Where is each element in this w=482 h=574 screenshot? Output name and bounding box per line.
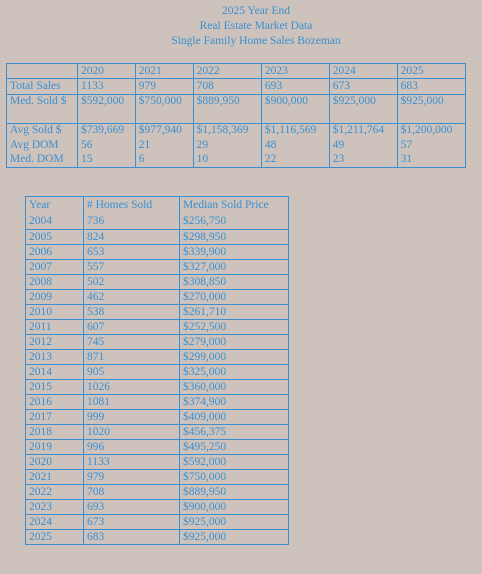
summary-cell: $1,211,764 (329, 123, 397, 138)
homes-sold-cell: 462 (84, 290, 180, 305)
table-row (26, 230, 289, 245)
homes-sold-cell: 1026 (84, 380, 180, 395)
median-price-cell: $374,900 (180, 395, 289, 410)
row-label: Med. DOM (10, 153, 64, 166)
median-price-cell: $256,750 (180, 213, 289, 230)
summary-cell: 673 (329, 79, 397, 94)
year-cell: 2007 (26, 260, 84, 275)
median-price-cell: $889,950 (180, 485, 289, 500)
year-cell: 2004 (29, 214, 52, 227)
homes-sold-cell: 979 (84, 470, 180, 485)
title-line-3: Single Family Home Sales Bozeman (171, 35, 341, 47)
history-table (25, 196, 289, 545)
summary-cell: $739,669 (78, 123, 136, 138)
homes-sold-cell: 557 (84, 260, 180, 275)
year-cell: 2011 (26, 320, 84, 335)
summary-row-med-dom (7, 153, 466, 168)
median-price-cell: $360,000 (180, 380, 289, 395)
year-header: 2020 (78, 64, 136, 79)
median-price-cell: $592,000 (180, 455, 289, 470)
homes-sold-cell: 673 (84, 515, 180, 530)
year-header: 2025 (397, 64, 465, 79)
title-line-1: 2025 Year End (221, 5, 291, 17)
median-price-cell: $270,000 (180, 290, 289, 305)
year-cell: 2008 (26, 275, 84, 290)
summary-cell: 29 (193, 138, 261, 152)
summary-cell: 693 (261, 79, 329, 94)
year-cell: 2005 (26, 230, 84, 245)
summary-cell: $750,000 (135, 94, 193, 123)
median-price-cell: $325,000 (180, 365, 289, 380)
table-row (26, 455, 289, 470)
table-row (26, 395, 289, 410)
table-row (26, 275, 289, 290)
year-cell: 2018 (26, 425, 84, 440)
table-row (26, 260, 289, 275)
median-price-cell: $900,000 (180, 500, 289, 515)
summary-cell: 22 (261, 153, 329, 168)
summary-cell: 49 (329, 138, 397, 152)
year-cell: 2009 (26, 290, 84, 305)
summary-cell: $592,000 (78, 94, 136, 123)
homes-sold-cell: 999 (84, 410, 180, 425)
summary-cell: $925,000 (397, 94, 465, 123)
summary-cell: 21 (135, 138, 193, 152)
table-row (26, 500, 289, 515)
year-header: 2023 (261, 64, 329, 79)
homes-sold-cell: 824 (84, 230, 180, 245)
median-price-cell: $925,000 (180, 530, 289, 545)
year-cell: 2024 (26, 515, 84, 530)
homes-sold-cell: 1081 (84, 395, 180, 410)
summary-cell: 31 (397, 153, 465, 168)
homes-sold-cell: 683 (84, 530, 180, 545)
row-label: Avg Sold $ (7, 123, 78, 138)
homes-sold-cell: 502 (84, 275, 180, 290)
homes-sold-cell: 607 (84, 320, 180, 335)
table-row (26, 320, 289, 335)
summary-cell: $1,116,569 (261, 123, 329, 138)
homes-sold-cell: 905 (84, 365, 180, 380)
summary-cell: 23 (329, 153, 397, 168)
table-row (26, 530, 289, 545)
table-row (26, 425, 289, 440)
summary-header-row (7, 64, 466, 79)
table-row (26, 380, 289, 395)
year-header: 2022 (193, 64, 261, 79)
row-label: Med. Sold $ (7, 94, 78, 123)
summary-cell: 979 (135, 79, 193, 94)
title-line-2: Real Estate Market Data (199, 20, 313, 32)
median-price-cell: $456,375 (180, 425, 289, 440)
summary-cell: 57 (397, 138, 465, 152)
homes-sold-cell: 745 (84, 335, 180, 350)
year-cell: 2010 (26, 305, 84, 320)
document-title (0, 4, 482, 49)
summary-cell: $1,158,369 (193, 123, 261, 138)
year-cell: 2023 (26, 500, 84, 515)
median-price-cell: $298,950 (180, 230, 289, 245)
summary-cell: 708 (193, 79, 261, 94)
year-cell: 2022 (26, 485, 84, 500)
summary-cell: 56 (78, 138, 136, 152)
summary-row-total-sales (7, 79, 466, 94)
year-header: 2024 (329, 64, 397, 79)
table-row (26, 305, 289, 320)
median-price-cell: $327,000 (180, 260, 289, 275)
median-price-cell: $339,900 (180, 245, 289, 260)
summary-cell: $977,940 (135, 123, 193, 138)
year-cell: 2025 (26, 530, 84, 545)
table-row (26, 290, 289, 305)
year-cell: 2006 (26, 245, 84, 260)
column-header-median-price: Median Sold Price (180, 197, 289, 214)
summary-row-median-sold (7, 94, 466, 123)
year-cell: 2012 (26, 335, 84, 350)
table-row (26, 410, 289, 425)
table-row (26, 365, 289, 380)
homes-sold-cell: 538 (84, 305, 180, 320)
median-price-cell: $299,000 (180, 350, 289, 365)
median-price-cell: $495,250 (180, 440, 289, 455)
year-cell: 2020 (26, 455, 84, 470)
homes-sold-cell: 708 (84, 485, 180, 500)
table-row (26, 213, 289, 230)
table-row (26, 515, 289, 530)
column-header-year: Year (29, 198, 51, 211)
summary-row-avg-dom (7, 138, 466, 152)
summary-cell: $925,000 (329, 94, 397, 123)
summary-cell: 6 (135, 153, 193, 168)
summary-cell: 683 (397, 79, 465, 94)
summary-cell: $900,000 (261, 94, 329, 123)
year-header: 2021 (135, 64, 193, 79)
summary-row-avg-sold (7, 123, 466, 138)
table-row (26, 245, 289, 260)
year-cell: 2019 (26, 440, 84, 455)
table-row (26, 440, 289, 455)
homes-sold-cell: 1133 (84, 455, 180, 470)
history-body (26, 213, 289, 545)
table-row (26, 485, 289, 500)
year-cell: 2015 (26, 380, 84, 395)
column-header-homes-sold: # Homes Sold (84, 197, 180, 214)
homes-sold-cell: 653 (84, 245, 180, 260)
homes-sold-cell: 736 (84, 213, 180, 230)
median-price-cell: $308,850 (180, 275, 289, 290)
year-cell: 2017 (26, 410, 84, 425)
row-label: Total Sales (7, 79, 78, 94)
median-price-cell: $925,000 (180, 515, 289, 530)
summary-cell: 1133 (78, 79, 136, 94)
year-cell: 2014 (26, 365, 84, 380)
summary-cell: $889,950 (193, 94, 261, 123)
table-row (26, 470, 289, 485)
table-row (26, 335, 289, 350)
median-price-cell: $409,000 (180, 410, 289, 425)
homes-sold-cell: 871 (84, 350, 180, 365)
homes-sold-cell: 693 (84, 500, 180, 515)
summary-cell: 48 (261, 138, 329, 152)
history-header-row (26, 197, 289, 214)
table-row (26, 350, 289, 365)
year-cell: 2013 (26, 350, 84, 365)
row-label: Avg DOM (10, 138, 59, 151)
summary-cell: 10 (193, 153, 261, 168)
summary-cell: $1,200,000 (397, 123, 465, 138)
homes-sold-cell: 1020 (84, 425, 180, 440)
summary-table (6, 63, 466, 168)
year-cell: 2016 (26, 395, 84, 410)
summary-cell: 15 (78, 153, 136, 168)
median-price-cell: $279,000 (180, 335, 289, 350)
median-price-cell: $750,000 (180, 470, 289, 485)
median-price-cell: $252,500 (180, 320, 289, 335)
homes-sold-cell: 996 (84, 440, 180, 455)
summary-corner-cell (7, 64, 78, 79)
median-price-cell: $261,710 (180, 305, 289, 320)
year-cell: 2021 (26, 470, 84, 485)
